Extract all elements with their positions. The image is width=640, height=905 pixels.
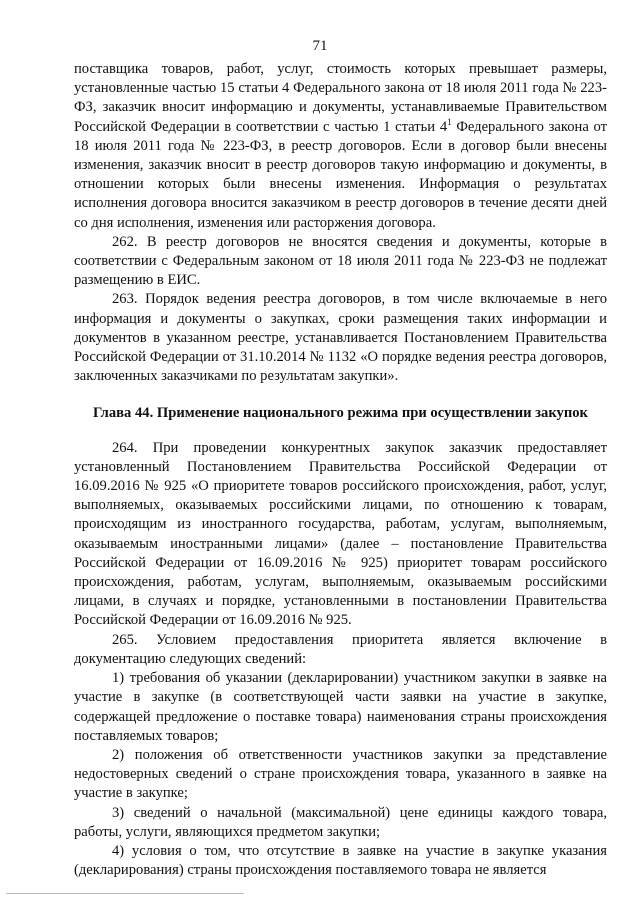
paragraph-continuation-text-2: Федерального закона от 18 июля 2011 года № 223-ФЗ, в реестр договоров. Если в договор были внесены изменения, заказчик вносит в реестр договоров такую информацию и документы, в отношении которых были внесены изменения. Информация о результатах исполнения договора вносится заказчиком в реестр договоров в течение десяти дней со дня исполнения, изменения или расторжения договора. [74,118,607,231]
paragraph-264: 264. При проведении конкурентных закупок заказчик предоставляет установленный Постановлением Правительства Российской Федерации от 16.09.2016 № 925 «О приоритете товаров российского происхождения, работ, услуг, выполняемых, оказываемых российскими лицами, по отношению к товарам, происходящим из иностранного государства, работам, услугам, выполняемым, оказываемым иностранными лицами» (далее – постановление Правительства Российской Федерации от 16.09.2016 № 925) приоритет товарам российского происхождения, работам, услугам, выполняемым, оказываемым российскими лицами, в случаях и порядке, установленными в постановлении Правительства Российской Федерации от 16.09.2016 № 925. [74,439,607,629]
list-item-1: 1) требования об указании (декларировании) участником закупки в заявке на участие в закупке (в соответствующей части заявки на участие в закупке, содержащей предложение о поставке товара) наименования страны происхождения поставляемых товаров; [74,670,607,744]
paragraph-continuation [74,60,607,233]
chapter-heading: Глава 44. Применение национального режима при осуществлении закупок [93,405,588,422]
superscript-marker: 1 [447,116,452,127]
list-item-4: 4) условия о том, что отсутствие в заявке на участие в закупке указания (декларирования) страны происхождения поставляемого товара не является [74,842,607,879]
paragraph-263: 263. Порядок ведения реестра договоров, в том числе включаемые в него информация и документы о закупках, сроки размещения таких информации и документов в указанном реестре, устанавливается Постановлением Правительства Российской Федерации от 31.10.2014 № 1132 «О порядке ведения реестра договоров, заключенных заказчиками по результатам закупки». [74,291,607,385]
list-item-2: 2) положения об ответственности участников закупки за представление недостоверных сведений о стране происхождения товара, указанного в заявке на участие в закупке; [74,746,607,802]
document-body [74,60,607,880]
scan-artifact-line [6,893,244,894]
paragraph-262: 262. В реестр договоров не вносятся сведения и документы, которые в соответствии с Федеральным законом от 18 июля 2011 года № 223-ФЗ не подлежат размещению в ЕИС. [74,233,607,289]
paragraph-continuation-text-1: поставщика товаров, работ, услуг, стоимость которых превышает размеры, установленные частью 15 статьи 4 Федерального закона от 18 июля 2011 года № 223-ФЗ, заказчик вносит информацию и документы, устанавливаемые Правительством Российской Федерации в соответствии с частью 1 статьи 4 [74,61,607,135]
list-item-3: 3) сведений о начальной (максимальной) цене единицы каждого товара, работы, услуги, являющихся предметом закупки; [74,804,607,840]
paragraph-265: 265. Условием предоставления приоритета является включение в документацию следующих сведений: [74,631,607,667]
page-number: 71 [312,38,328,54]
